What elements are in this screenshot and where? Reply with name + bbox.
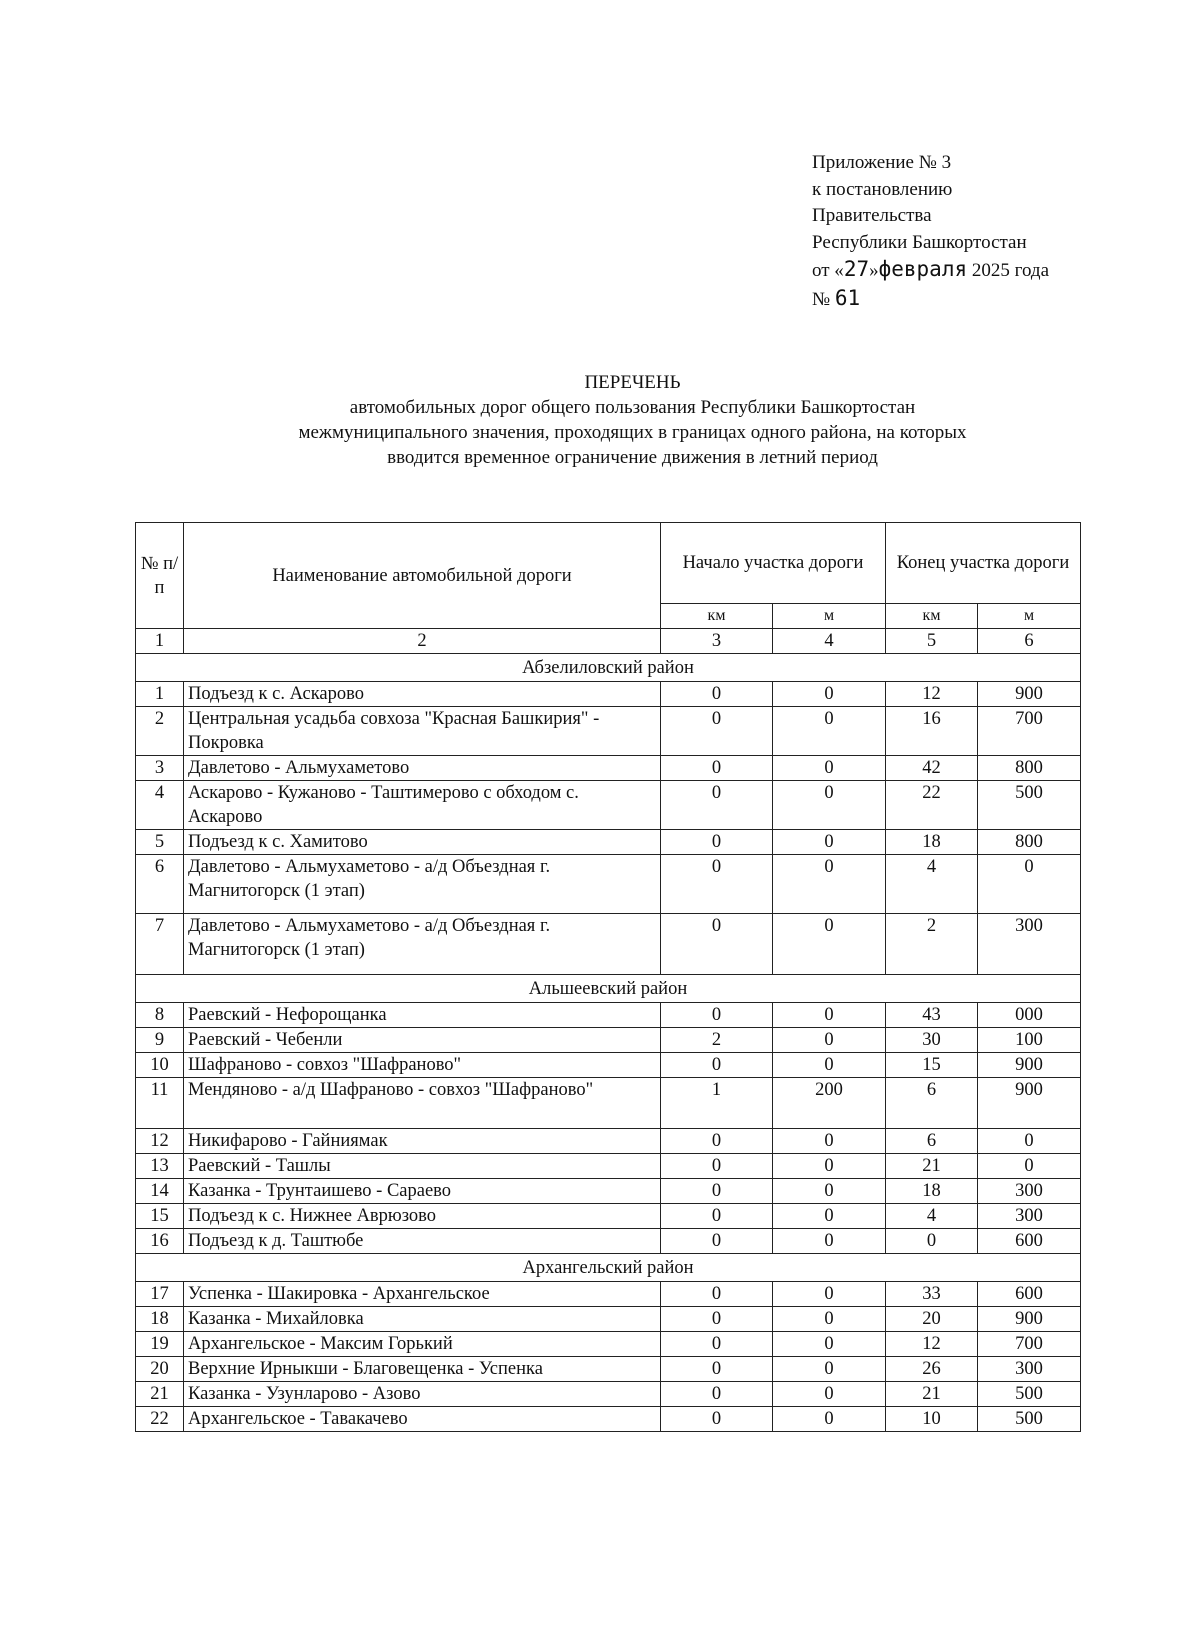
end-m: 600 [978, 1282, 1081, 1307]
start-km: 0 [661, 1382, 773, 1407]
end-m: 800 [978, 830, 1081, 855]
road-name: Аскарово - Кужаново - Таштимерово с обходом с. Аскарово [184, 781, 661, 830]
start-m: 0 [773, 855, 886, 914]
start-m: 0 [773, 1204, 886, 1229]
row-number: 20 [136, 1357, 184, 1382]
table-row [136, 1204, 1081, 1229]
column-number: 6 [978, 629, 1081, 654]
end-m: 0 [978, 1129, 1081, 1154]
start-m: 0 [773, 1028, 886, 1053]
road-name: Архангельское - Максим Горький [184, 1332, 661, 1357]
start-km: 0 [661, 1204, 773, 1229]
table-row [136, 1229, 1081, 1254]
appendix-line: Правительства [812, 205, 932, 226]
end-km: 12 [886, 682, 978, 707]
row-number: 4 [136, 781, 184, 830]
end-m: 500 [978, 1382, 1081, 1407]
header-start-km: км [661, 604, 773, 629]
road-name: Центральная усадьба совхоза "Красная Башкирия" - Покровка [184, 707, 661, 756]
start-km: 1 [661, 1078, 773, 1129]
road-name: Архангельское - Тавакачево [184, 1407, 661, 1432]
road-name: Подъезд к с. Хамитово [184, 830, 661, 855]
start-m: 0 [773, 707, 886, 756]
road-name: Никифарово - Гайниямак [184, 1129, 661, 1154]
title-heading: ПЕРЕЧЕНЬ [584, 372, 681, 393]
end-km: 22 [886, 781, 978, 830]
end-m: 900 [978, 682, 1081, 707]
row-number: 18 [136, 1307, 184, 1332]
start-km: 0 [661, 1407, 773, 1432]
end-m: 300 [978, 1179, 1081, 1204]
end-km: 33 [886, 1282, 978, 1307]
number-prefix: № [812, 288, 835, 310]
table-row [136, 1407, 1081, 1432]
start-km: 0 [661, 1154, 773, 1179]
start-km: 0 [661, 1282, 773, 1307]
end-m: 800 [978, 756, 1081, 781]
district-name: Архангельский район [136, 1254, 1081, 1282]
row-number: 5 [136, 830, 184, 855]
row-number: 10 [136, 1053, 184, 1078]
end-m: 900 [978, 1053, 1081, 1078]
start-m: 0 [773, 1382, 886, 1407]
start-km: 0 [661, 1129, 773, 1154]
start-km: 0 [661, 1357, 773, 1382]
start-m: 200 [773, 1078, 886, 1129]
table-row [136, 1382, 1081, 1407]
row-number: 11 [136, 1078, 184, 1129]
header-num: № п/п [136, 523, 184, 629]
district-row [136, 975, 1081, 1003]
date-mid: » [869, 260, 879, 281]
end-km: 6 [886, 1078, 978, 1129]
table-row [136, 1078, 1081, 1129]
start-m: 0 [773, 1407, 886, 1432]
row-number: 16 [136, 1229, 184, 1254]
start-m: 0 [773, 1282, 886, 1307]
end-km: 6 [886, 1129, 978, 1154]
row-number: 13 [136, 1154, 184, 1179]
row-number: 9 [136, 1028, 184, 1053]
table-row [136, 756, 1081, 781]
appendix-block [812, 150, 1049, 313]
end-m: 700 [978, 1332, 1081, 1357]
row-number: 14 [136, 1179, 184, 1204]
district-row [136, 1254, 1081, 1282]
roads-table [135, 522, 1081, 1432]
start-m: 0 [773, 756, 886, 781]
end-km: 21 [886, 1382, 978, 1407]
end-m: 700 [978, 707, 1081, 756]
start-km: 0 [661, 707, 773, 756]
start-m: 0 [773, 1053, 886, 1078]
table-row [136, 1129, 1081, 1154]
start-m: 0 [773, 1332, 886, 1357]
end-m: 500 [978, 1407, 1081, 1432]
road-name: Казанка - Узунларово - Азово [184, 1382, 661, 1407]
road-name: Раевский - Ташлы [184, 1154, 661, 1179]
end-m: 000 [978, 1003, 1081, 1028]
road-name: Казанка - Трунтаишево - Сараево [184, 1179, 661, 1204]
table-row [136, 781, 1081, 830]
row-number: 3 [136, 756, 184, 781]
appendix-number [812, 285, 1049, 314]
end-m: 100 [978, 1028, 1081, 1053]
start-m: 0 [773, 830, 886, 855]
start-km: 0 [661, 1229, 773, 1254]
road-name: Мендяново - а/д Шафраново - совхоз "Шафраново" [184, 1078, 661, 1129]
road-name: Верхние Ирныкши - Благовещенка - Успенка [184, 1357, 661, 1382]
table-row [136, 682, 1081, 707]
document-title [0, 370, 1200, 470]
start-km: 0 [661, 756, 773, 781]
appendix-line: Республики Башкортостан [812, 231, 1027, 253]
end-m: 900 [978, 1307, 1081, 1332]
table-row [136, 1053, 1081, 1078]
start-km: 2 [661, 1028, 773, 1053]
row-number: 6 [136, 855, 184, 914]
road-name: Казанка - Михайловка [184, 1307, 661, 1332]
road-name: Давлетово - Альмухаметово - а/д Объездная г. Магнитогорск (1 этап) [184, 855, 661, 914]
row-number: 1 [136, 682, 184, 707]
appendix-line: Приложение № 3 [812, 152, 952, 173]
table-row [136, 1282, 1081, 1307]
end-km: 20 [886, 1307, 978, 1332]
road-name: Успенка - Шакировка - Архангельское [184, 1282, 661, 1307]
end-km: 2 [886, 914, 978, 975]
start-km: 0 [661, 855, 773, 914]
road-name: Раевский - Нефорощанка [184, 1003, 661, 1028]
end-m: 300 [978, 1204, 1081, 1229]
row-number: 2 [136, 707, 184, 756]
start-km: 0 [661, 1053, 773, 1078]
end-km: 4 [886, 1204, 978, 1229]
start-m: 0 [773, 1129, 886, 1154]
column-number: 2 [184, 629, 661, 654]
table-row [136, 1332, 1081, 1357]
start-m: 0 [773, 781, 886, 830]
road-name: Давлетово - Альмухаметово [184, 756, 661, 781]
start-km: 0 [661, 781, 773, 830]
table-row [136, 707, 1081, 756]
table-row [136, 1003, 1081, 1028]
end-km: 4 [886, 855, 978, 914]
column-number: 3 [661, 629, 773, 654]
end-km: 12 [886, 1332, 978, 1357]
end-km: 43 [886, 1003, 978, 1028]
end-km: 18 [886, 1179, 978, 1204]
row-number: 22 [136, 1407, 184, 1432]
start-m: 0 [773, 1307, 886, 1332]
row-number: 7 [136, 914, 184, 975]
date-month: февраля [878, 257, 968, 281]
start-m: 0 [773, 914, 886, 975]
date-day: 27 [843, 257, 870, 281]
end-km: 10 [886, 1407, 978, 1432]
header-name: Наименование автомобильной дороги [184, 523, 661, 629]
end-m: 300 [978, 914, 1081, 975]
table-row [136, 855, 1081, 914]
header-start: Начало участка дороги [661, 523, 886, 604]
start-m: 0 [773, 1357, 886, 1382]
end-m: 0 [978, 855, 1081, 914]
table-row [136, 830, 1081, 855]
column-number: 5 [886, 629, 978, 654]
start-m: 0 [773, 1179, 886, 1204]
table-row [136, 1028, 1081, 1053]
end-km: 16 [886, 707, 978, 756]
row-number: 19 [136, 1332, 184, 1357]
start-km: 0 [661, 1307, 773, 1332]
start-m: 0 [773, 1229, 886, 1254]
start-km: 0 [661, 682, 773, 707]
district-name: Абзелиловский район [136, 654, 1081, 682]
appendix-date [812, 256, 1049, 285]
row-number: 12 [136, 1129, 184, 1154]
road-name: Подъезд к д. Таштюбе [184, 1229, 661, 1254]
header-end: Конец участка дороги [886, 523, 1081, 604]
start-km: 0 [661, 1179, 773, 1204]
column-number: 1 [136, 629, 184, 654]
end-km: 0 [886, 1229, 978, 1254]
end-m: 500 [978, 781, 1081, 830]
end-km: 21 [886, 1154, 978, 1179]
date-prefix: от « [812, 260, 844, 281]
title-line: автомобильных дорог общего пользования Республики Башкортостан [349, 397, 916, 418]
title-line: вводится временное ограничение движения в летний период [387, 447, 878, 468]
start-m: 0 [773, 682, 886, 707]
end-m: 600 [978, 1229, 1081, 1254]
end-m: 300 [978, 1357, 1081, 1382]
district-name: Альшеевский район [136, 975, 1081, 1003]
row-number: 8 [136, 1003, 184, 1028]
table-row [136, 914, 1081, 975]
road-name: Шафраново - совхоз "Шафраново" [184, 1053, 661, 1078]
row-number: 21 [136, 1382, 184, 1407]
end-m: 0 [978, 1154, 1081, 1179]
table-row [136, 1357, 1081, 1382]
header-end-m: м [978, 604, 1081, 629]
row-number: 17 [136, 1282, 184, 1307]
decree-number: 61 [834, 285, 861, 310]
appendix-line: к постановлению [812, 178, 953, 200]
column-number: 4 [773, 629, 886, 654]
road-name: Давлетово - Альмухаметово - а/д Объездная г. Магнитогорск (1 этап) [184, 914, 661, 975]
row-number: 15 [136, 1204, 184, 1229]
road-name: Раевский - Чебенли [184, 1028, 661, 1053]
road-name: Подъезд к с. Аскарово [184, 682, 661, 707]
start-m: 0 [773, 1154, 886, 1179]
table-row [136, 1154, 1081, 1179]
start-km: 0 [661, 1003, 773, 1028]
header-end-km: км [886, 604, 978, 629]
road-name: Подъезд к с. Нижнее Аврюзово [184, 1204, 661, 1229]
start-km: 0 [661, 1332, 773, 1357]
end-km: 42 [886, 756, 978, 781]
end-km: 18 [886, 830, 978, 855]
start-km: 0 [661, 914, 773, 975]
end-km: 15 [886, 1053, 978, 1078]
date-year: 2025 года [967, 260, 1049, 281]
district-row [136, 654, 1081, 682]
start-km: 0 [661, 830, 773, 855]
title-line: межмуниципального значения, проходящих в границах одного района, на которых [298, 422, 967, 443]
start-m: 0 [773, 1003, 886, 1028]
end-km: 30 [886, 1028, 978, 1053]
end-m: 900 [978, 1078, 1081, 1129]
end-km: 26 [886, 1357, 978, 1382]
header-start-m: м [773, 604, 886, 629]
table-row [136, 1307, 1081, 1332]
table-row [136, 1179, 1081, 1204]
column-numbers-row [136, 629, 1081, 654]
